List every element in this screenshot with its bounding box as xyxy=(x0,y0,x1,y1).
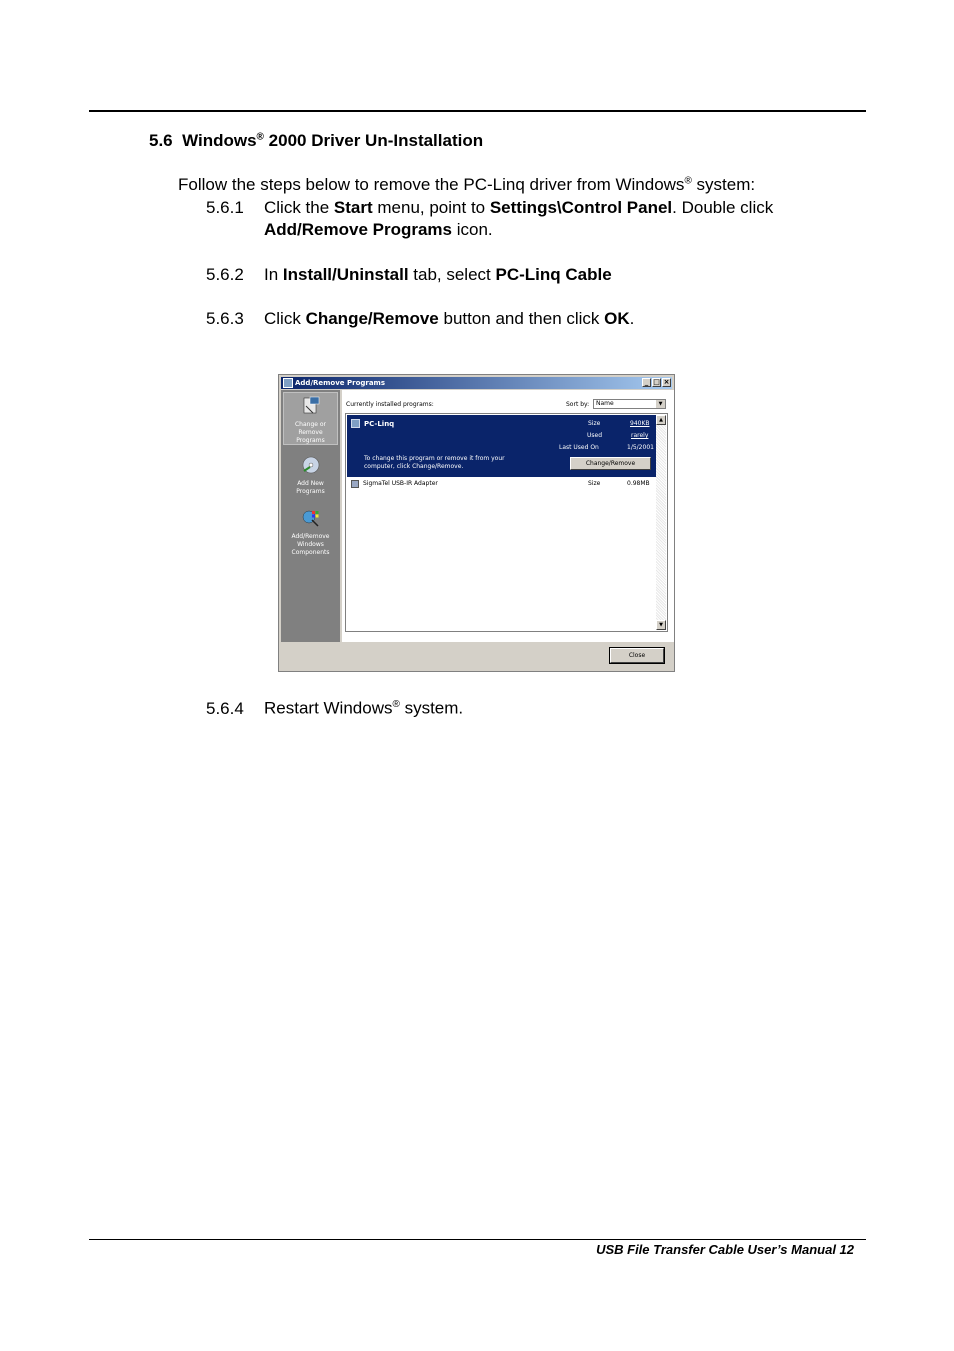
window-app-icon xyxy=(283,378,293,388)
size-label: Size xyxy=(588,480,601,487)
close-window-button[interactable]: × xyxy=(663,378,670,386)
program-name: SigmaTel USB-IR Adapter xyxy=(363,480,438,487)
size-label: Size xyxy=(588,420,601,427)
section-heading: 5.6 Windows® 2000 Driver Un-Installation xyxy=(149,131,484,150)
step-5-6-1: 5.6.1 Click the Start menu, point to Settings\Control Panel. Double click Add/Remove Programs icon. xyxy=(206,198,774,239)
sidebar-item-change-remove[interactable]: Change or Remove Programs xyxy=(283,392,338,445)
close-button[interactable]: Close xyxy=(610,648,664,663)
program-icon xyxy=(351,480,359,488)
program-name: PC-Linq xyxy=(364,420,395,428)
scrollbar[interactable] xyxy=(656,415,666,630)
list-item-selected[interactable] xyxy=(347,415,656,477)
installed-programs-label: Currently installed programs: xyxy=(346,401,434,408)
last-used-label: Last Used On xyxy=(559,444,599,451)
list-item[interactable] xyxy=(347,480,656,490)
window-titlebar: Add/Remove Programs _ □ × xyxy=(281,377,672,389)
step-5-6-2: 5.6.2 In Install/Uninstall tab, select PC-Linq Cable xyxy=(206,265,612,284)
size-value[interactable]: 940KB xyxy=(630,420,650,427)
last-used-value: 1/5/2001 xyxy=(627,444,654,451)
step-5-6-3: 5.6.3 Click Change/Remove button and then click OK. xyxy=(206,309,635,328)
windows-components-icon xyxy=(301,508,321,528)
page-footer: USB File Transfer Cable User’s Manual 12 xyxy=(596,1242,854,1257)
intro-paragraph: Follow the steps below to remove the PC-Linq driver from Windows® system: xyxy=(178,175,756,194)
program-icon xyxy=(351,419,360,428)
step-5-6-4: 5.6.4 Restart Windows® system. xyxy=(206,698,464,718)
change-remove-button[interactable]: Change/Remove xyxy=(570,457,651,470)
programs-list xyxy=(345,413,668,632)
add-new-programs-icon xyxy=(301,455,321,475)
sidebar-item-windows-components[interactable]: Add/Remove Windows Components xyxy=(283,505,338,561)
change-remove-programs-icon xyxy=(301,396,321,416)
scroll-down-icon[interactable]: ▼ xyxy=(656,620,666,630)
top-rule xyxy=(89,110,866,112)
used-value[interactable]: rarely xyxy=(631,432,649,439)
sidebar xyxy=(281,390,340,642)
maximize-button[interactable]: □ xyxy=(653,378,660,386)
chevron-down-icon: ▼ xyxy=(656,400,665,408)
minimize-button[interactable]: _ xyxy=(642,378,651,387)
programs-panel xyxy=(342,390,674,642)
program-description: To change this program or remove it from your computer, click Change/Remove. xyxy=(364,455,505,470)
used-label: Used xyxy=(587,432,603,439)
sidebar-item-add-new[interactable]: Add New Programs xyxy=(283,452,338,498)
sort-by-select[interactable]: Name ▼ xyxy=(593,399,666,409)
sort-by-label: Sort by: xyxy=(566,401,590,408)
scroll-up-icon[interactable]: ▲ xyxy=(656,415,666,425)
bottom-rule xyxy=(89,1239,866,1240)
add-remove-programs-window xyxy=(278,374,675,672)
size-value: 0.98MB xyxy=(627,480,650,487)
